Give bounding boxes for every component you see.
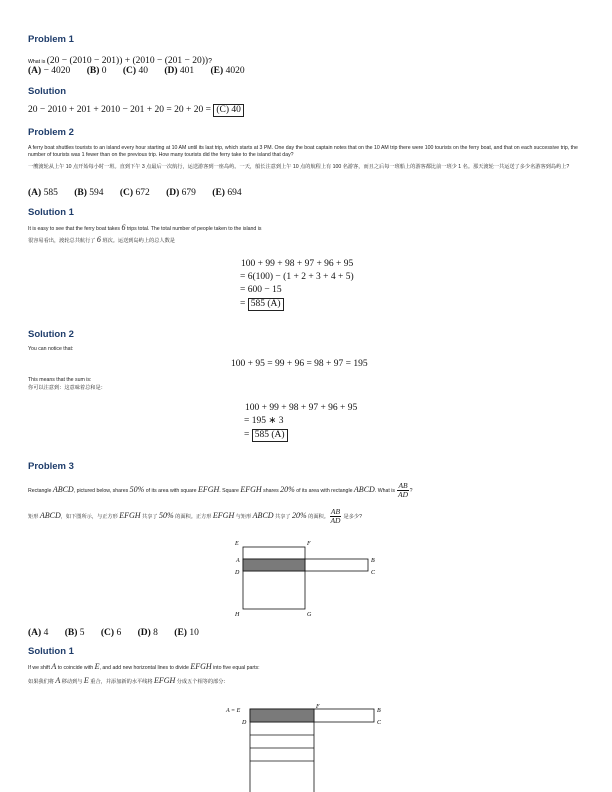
choice: (E) 694: [212, 188, 242, 198]
equation-line: = 195 ∗ 3: [244, 416, 284, 426]
solution-2-equation: [244, 402, 357, 442]
choice: (B) 594: [74, 188, 104, 198]
choice: (A) − 4020: [28, 66, 71, 76]
fraction: $\frac{AB}{AD}$: [330, 507, 341, 526]
problem-2-text-en: A ferry boat shuttles tourists to an island every hour starting at 10 AM until its last trip, which starts at 3 PM. One day the boat captain notes that on the 10 AM trip there were 100 tourists on the ferry boat, and that on each successive trip, the number of tourists was 1 fewer than on the previous trip. How many tourists did the ferry take to the island that day?: [28, 145, 578, 158]
equation-line: 100 + 99 + 98 + 97 + 96 + 95: [241, 259, 354, 269]
equation-line: 100 + 99 + 98 + 97 + 96 + 95: [245, 403, 358, 413]
choice: (A) 4: [28, 628, 49, 638]
choice: (E) 4020: [210, 66, 245, 76]
solution-1-heading: Solution 1: [28, 207, 74, 218]
choice: (C) 6: [100, 628, 122, 638]
solution-1-equation: [240, 258, 354, 311]
answer-box: (C) 40: [213, 104, 244, 117]
question-prefix: What is: [28, 59, 47, 65]
label-b: B: [377, 708, 381, 714]
solution-1-text-en: It is easy to see that the ferry boat takes 6 trips total. The total number of people taken to the island is: [28, 223, 262, 232]
solution-1-text-zh: 很容易看出，渡轮总共航行了 6 班次。运送到岛屿上的总人数是: [28, 235, 175, 244]
label-a: A: [236, 558, 240, 564]
label-f: F: [307, 541, 311, 547]
problem-2-text-zh: 一艘渡轮从上午 10 点开始每小时一班。直到下午 3 点最后一次航行，运送游客到一座岛屿。一天，船长注意到上午 10 点的航程上有 100 名游客，而且之后每一班船上的游客都比前一班少 1 名。那天渡轮一共运送了多少名游客到岛屿上?: [28, 164, 570, 170]
problem-3-text-en: Rectangle ABCD, pictured below, shares 50% of its area with square EFGH. Square EFGH shares 20% of its area with rectangle ABCD. What is $\frac{AB}{AD}$ ?: [28, 481, 413, 500]
problem-3-solution-text-zh: 如果我们将 A 移动到与 E 重合，并添加新的水平线将 EFGH 分成五个相等的部分：: [28, 676, 229, 685]
problem-2-heading: Problem 2: [28, 127, 74, 138]
choice: (B) 0: [86, 66, 107, 76]
solution-2-text-en-2: This means that the sum is:: [28, 377, 92, 383]
label-c: C: [371, 570, 376, 576]
choice: (D) 401: [164, 66, 195, 76]
choice: (C) 672: [119, 188, 150, 198]
fraction: $\frac{AB}{AD}$: [398, 481, 409, 500]
solution-2-text-en: You can notice that:: [28, 346, 74, 352]
problem-3-solution-1-heading: Solution 1: [28, 646, 74, 657]
equation-line: = 6(100) − (1 + 2 + 3 + 4 + 5): [240, 272, 354, 282]
solution-2-text-zh: 你可以注意到：这意味着总和是：: [28, 385, 106, 391]
answer-box: 585 (A): [252, 429, 288, 442]
solution-diagram: [224, 700, 424, 792]
shaded-overlap: [250, 709, 314, 722]
choice: (D) 8: [137, 628, 158, 638]
solution-heading: Solution: [28, 86, 66, 97]
choice: (C) 40: [122, 66, 148, 76]
choice: (A) 585: [28, 188, 58, 198]
solution-2-expression: 100 + 95 = 99 + 96 = 98 + 97 = 195: [231, 359, 368, 369]
problem-3-solution-text-en: If we shift A to coincide with E, and add new horizontal lines to divide EFGH into five equal parts:: [28, 662, 260, 671]
label-d: D: [235, 570, 240, 576]
question-suffix: ?: [208, 58, 213, 65]
label-g: G: [307, 612, 312, 618]
equation-line: = 600 − 15: [240, 285, 282, 295]
label-f: F: [316, 704, 320, 710]
problem-1-heading: Problem 1: [28, 34, 74, 45]
answer-box: 585 (A): [248, 298, 284, 311]
equation-line-answer: = 585 (A): [240, 298, 354, 311]
label-d: D: [242, 720, 247, 726]
equation-line-answer: = 585 (A): [244, 429, 357, 442]
solution-2-heading: Solution 2: [28, 329, 74, 340]
square-efgh: [243, 547, 305, 609]
problem-3-diagram: [226, 536, 416, 620]
solution-expression: 20 − 2010 + 201 + 2010 − 201 + 20 = 20 + 20 =: [28, 105, 211, 115]
problem-1-solution: [28, 104, 244, 117]
problem-3-text-zh: 矩形 ABCD，如下图所示，与正方形 EFGH 共享了 50% 的面积。正方形 EFGH 与矩形 ABCD 共享了 20% 的面积。 $\frac{AB}{AD}$ 是多少?: [28, 507, 362, 526]
question-expression: (20 − (2010 − 201)) + (2010 − (201 − 20)): [46, 56, 209, 66]
choice: (B) 5: [64, 628, 85, 638]
label-a-equals-e: A = E: [226, 708, 241, 714]
choice: (E) 10: [174, 628, 199, 638]
label-b: B: [371, 558, 375, 564]
problem-1-choices: [28, 66, 259, 76]
label-e: E: [235, 541, 239, 547]
problem-3-choices: [28, 628, 213, 638]
problem-3-heading: Problem 3: [28, 461, 74, 472]
choice: (D) 679: [166, 188, 196, 198]
problem-2-choices: [28, 188, 256, 198]
label-h: H: [235, 612, 240, 618]
shaded-overlap: [243, 559, 305, 571]
label-c: C: [377, 720, 382, 726]
